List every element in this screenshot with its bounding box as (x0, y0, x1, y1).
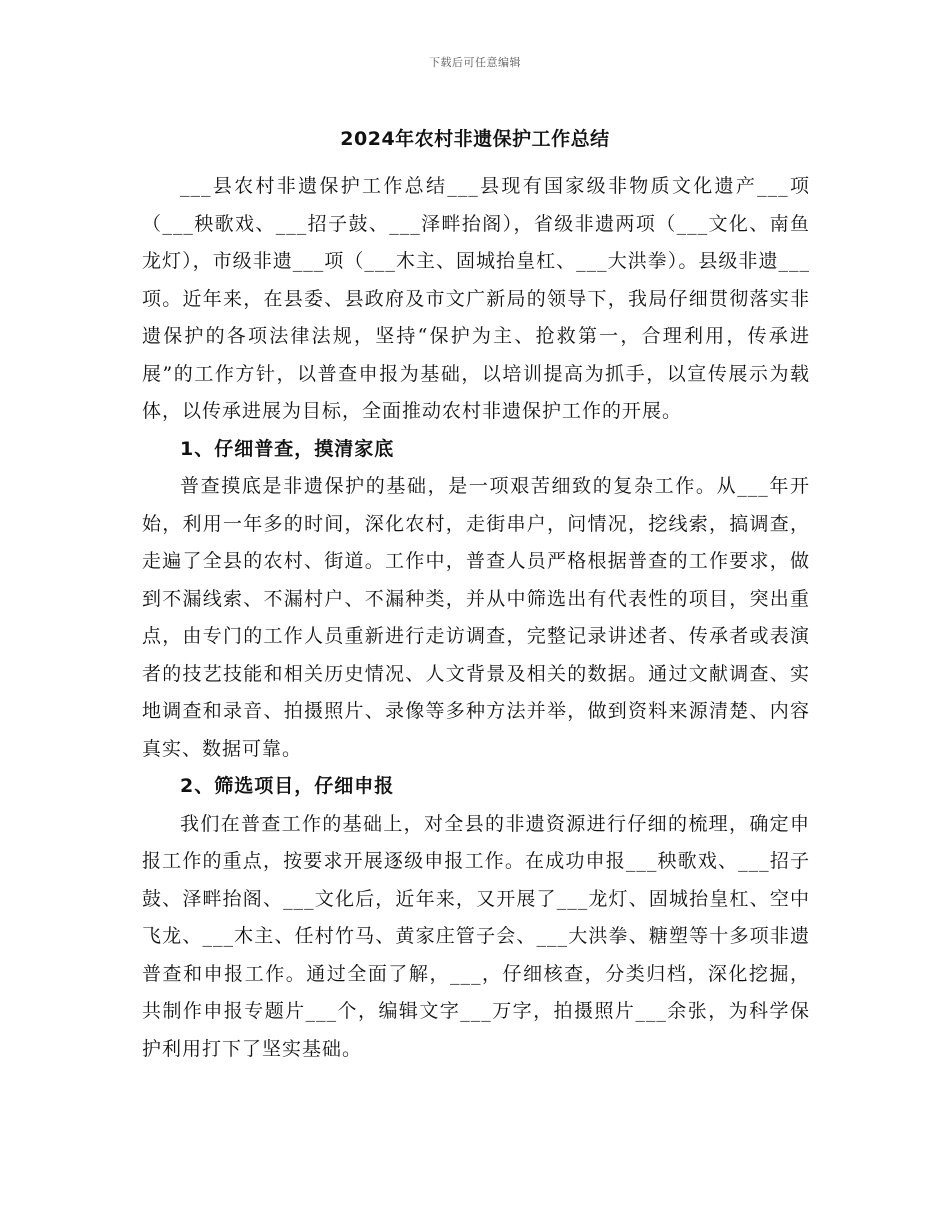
section-paragraph-1: 普查摸底是非遗保护的基础，是一项艰苦细致的复杂工作。从___年开始，利用一年多的时间，深化农村，走街串户，问情况，挖线索，搞调查，走遍了全县的农村、街道。工作中，普查人员严格根据普查的工作要求，做到不漏线索、不漏村户、不漏种类，并从中筛选出有代表性的项目，突出重点，由专门的工作人员重新进行走访调查，完整记录讲述者、传承者或表演者的技艺技能和相关历史情况、人文背景及相关的数据。通过文献调查、实地调查和录音、拍摄照片、录像等多种方法并举，做到资料来源清楚、内容真实、数据可靠。 (142, 475, 810, 760)
document-title: 2024年农村非遗保护工作总结 (340, 128, 610, 150)
section-heading-1: 1、仔细普查，摸清家底 (180, 437, 395, 460)
document-body (142, 168, 810, 1068)
intro-paragraph: ___县农村非遗保护工作总结___县现有国家级非物质文化遗产___项（___秧歌戏、___招子鼓、___泽畔抬阁），省级非遗两项（___文化、南鱼龙灯），市级非遗___项（___木主、固城抬皇杠、___大洪拳）。县级非遗___项。近年来，在县委、县政府及市文广新局的领导下，我局仔细贯彻落实非遗保护的各项法律法规，坚持“保护为主、抢救第一，合理利用，传承进展”的工作方针，以普查申报为基础，以培训提高为抓手，以宣传展示为载体，以传承进展为目标，全面推动农村非遗保护工作的开展。 (142, 175, 810, 422)
section-heading-2: 2、筛选项目，仔细申报 (180, 775, 395, 797)
header-note: 下载后可任意编辑 (429, 56, 521, 69)
section-paragraph-2: 我们在普查工作的基础上，对全县的非遗资源进行仔细的梳理，确定申报工作的重点，按要求开展逐级申报工作。在成功申报___秧歌戏、___招子鼓、泽畔抬阁、___文化后，近年来，又开展了___龙灯、固城抬皇杠、空中飞龙、___木主、任村竹马、黄家庄管子会、___大洪拳、糖塑等十多项非遗普查和申报工作。通过全面了解，___，仔细核查，分类归档，深化挖掘，共制作申报专题片___个，编辑文字___万字，拍摄照片___余张，为科学保护利用打下了坚实基础。 (142, 812, 810, 1060)
